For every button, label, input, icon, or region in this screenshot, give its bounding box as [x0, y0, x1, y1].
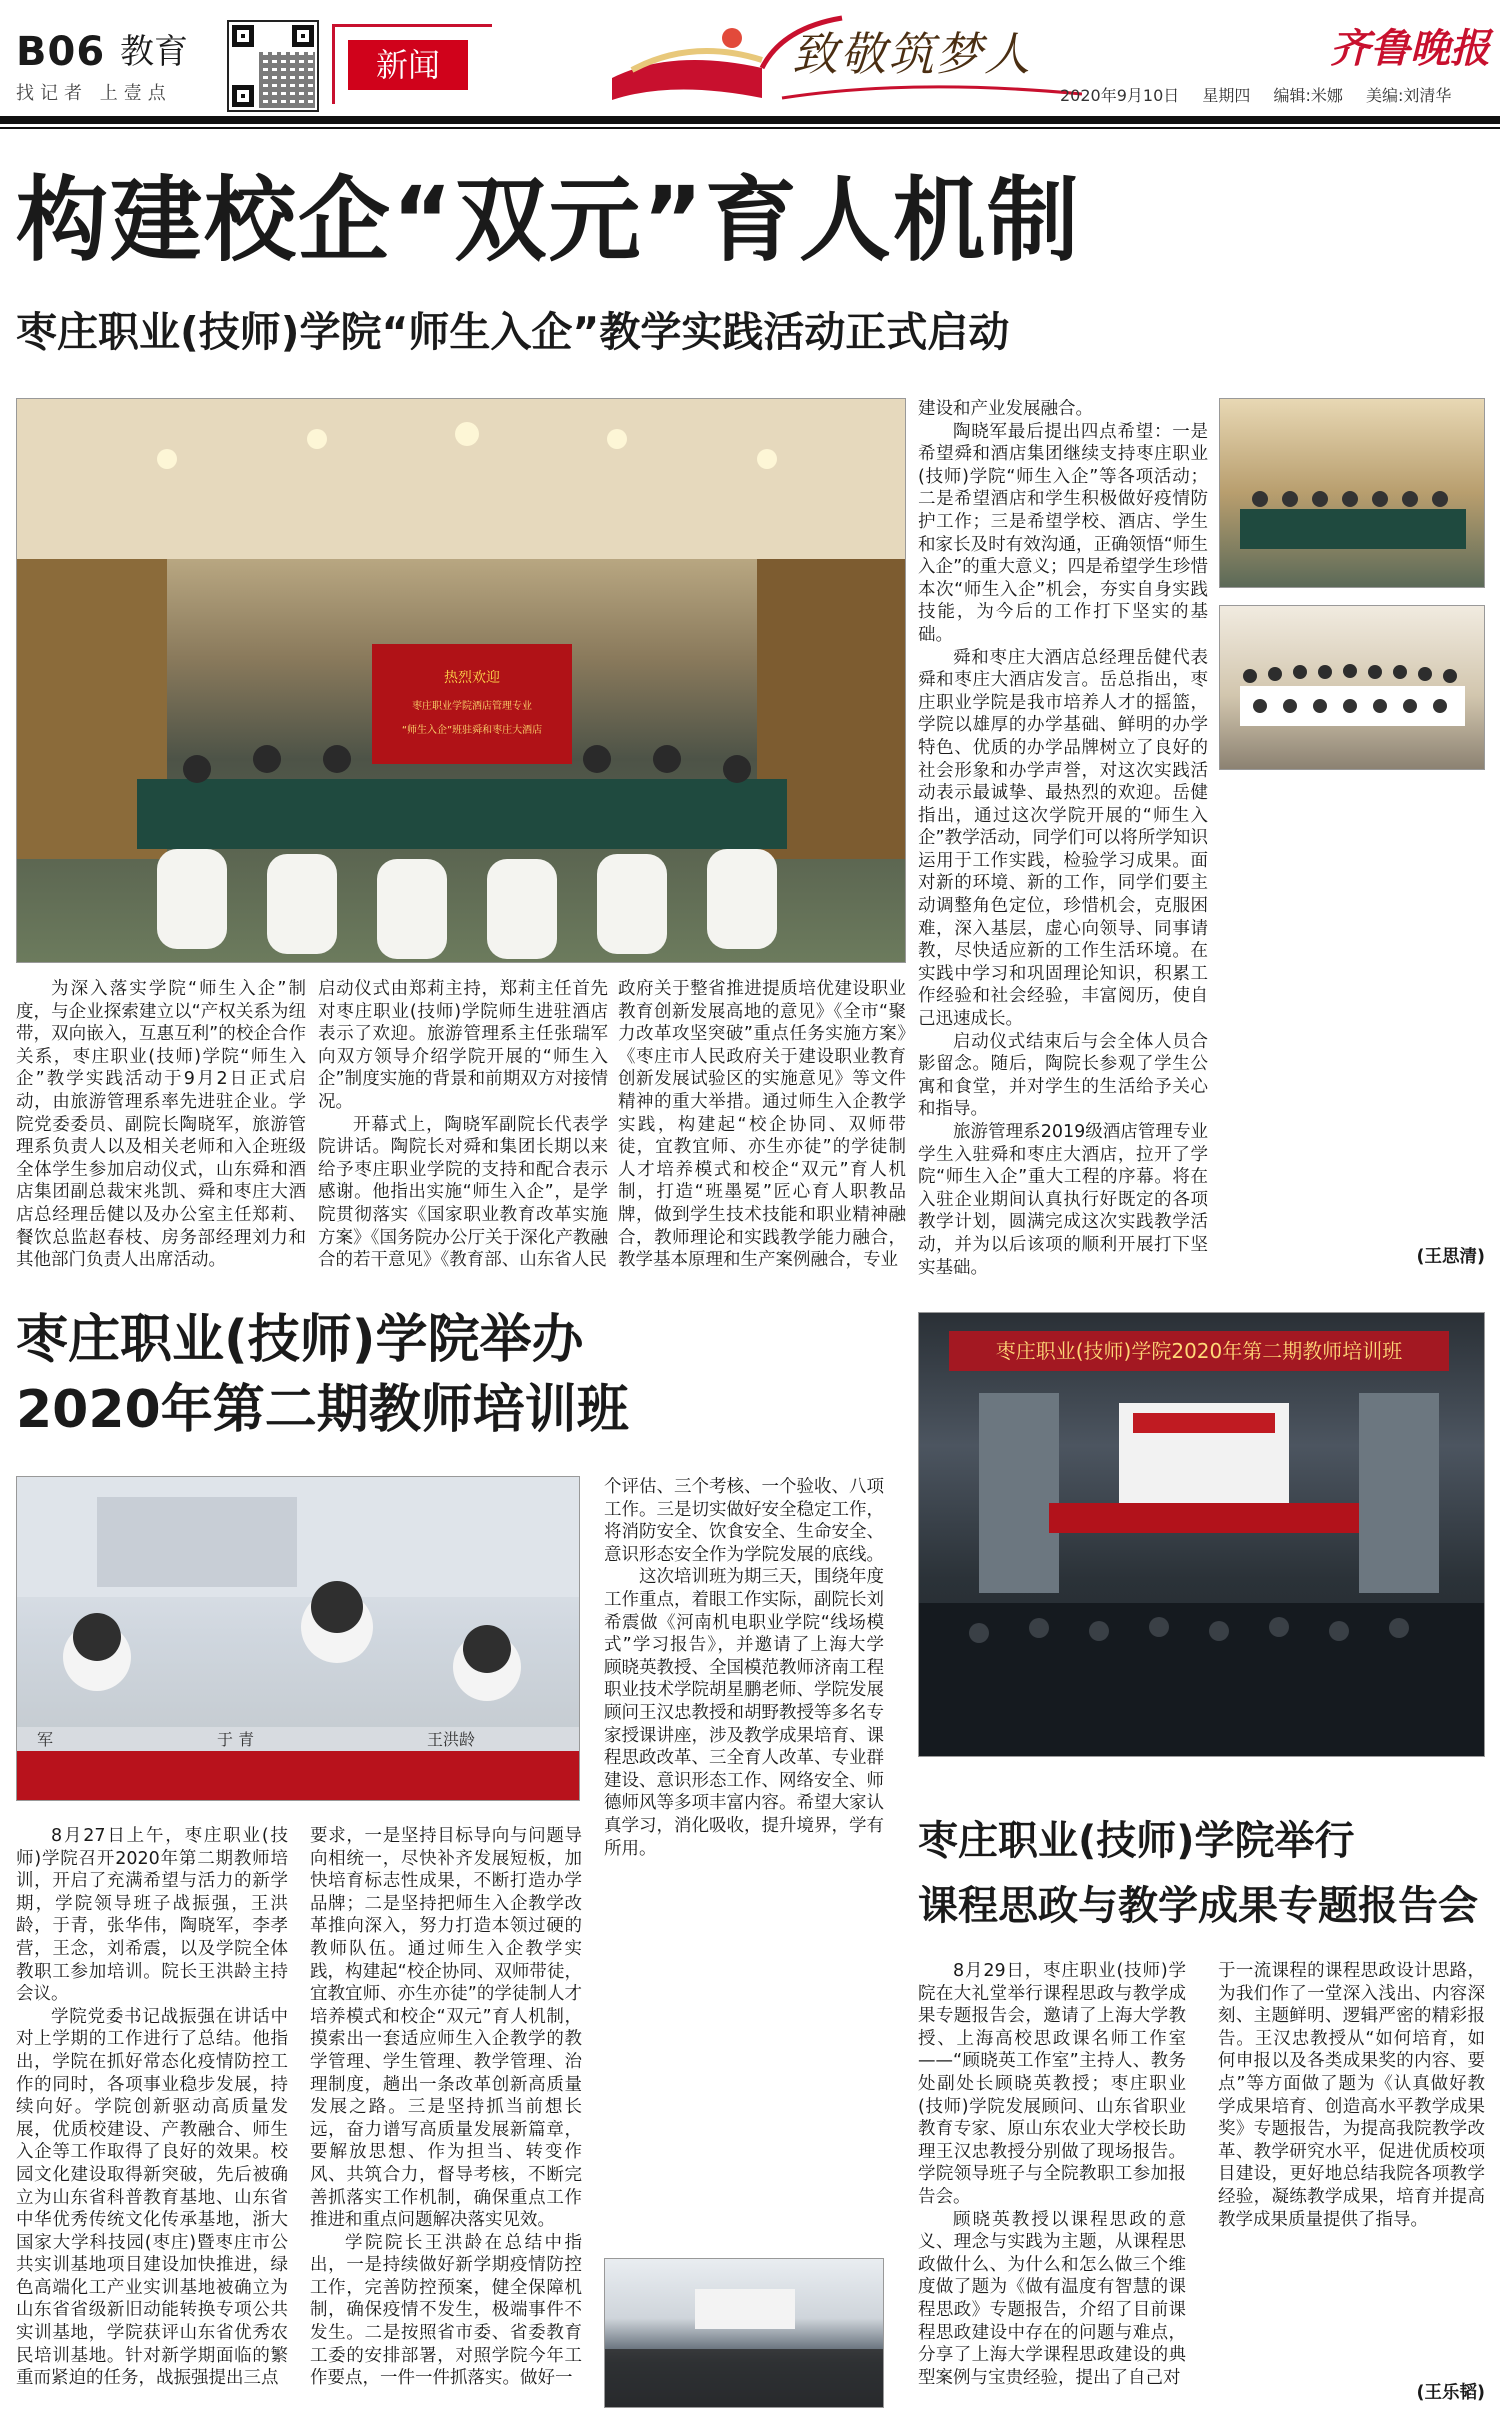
nameplate-1: 军	[37, 1730, 54, 1749]
article2-column-1	[16, 1825, 288, 2405]
paragraph: 学院院长王洪龄在总结中指出，一是持续做好新学期疫情防控工作，完善防控预案，健全保障机制，确保疫情不发生，极端事件不发生。二是按照省市委、省委教育工委的安排部署，对照学院今年工作要点，一件一件抓落实。做好一	[310, 2232, 582, 2389]
article2-column-3	[604, 1476, 884, 2246]
paragraph: 学院党委书记战振强在讲话中对上学期的工作进行了总结。他指出，学院在抓好常态化疫情防控工作的同时，各项事业稳步发展，持续向好。学院创新驱动高质量发展，优质校建设、产教融合、师生入企等工作取得了良好的效果。校园文化建设取得新突破，先后被确立为山东省科普教育基地、山东省中华优秀传统文化传承基地，浙大国家大学科技园(枣庄)暨枣庄市公共实训基地项目建设加快推进，绿色高端化工产业实训基地被确立为山东省省级新旧动能转换专项公共实训基地，学院获评山东省优秀农民培训基地。针对新学期面临的繁重而紧迫的任务，战振强提出三点	[16, 2006, 288, 2389]
paragraph: 为深入落实学院“师生入企”制度，与企业探索建立以“产权关系为纽带，双向嵌入，互惠互利”的校企合作关系，枣庄职业(技师)学院“师生入企”教学实践活动于9月2日正式启动，由旅游管理系率先进驻企业。学院党委委员、副院长陶晓军，旅游管理系负责人以及相关老师和入企班级全体学生参加启动仪式，山东舜和酒店集团副总裁宋兆凯、舜和枣庄大酒店总经理岳健以及办公室主任郑莉、餐饮总监赵春枝、房务部经理刘力和其他部门负责人出席活动。	[16, 979, 306, 1271]
article2-auditorium-photo	[918, 1312, 1485, 1757]
section-name: 教育	[120, 32, 188, 72]
article1-column-3	[618, 978, 906, 1280]
article3-column-2	[1218, 1960, 1485, 2380]
article1-main-photo	[16, 398, 906, 963]
qr-code-icon[interactable]	[227, 20, 319, 112]
article1-byline: (王思清)	[1416, 1247, 1485, 1267]
paragraph: 旅游管理系2019级酒店管理专业学生入驻舜和枣庄大酒店，拉开了学院“师生入企”重大工程的序幕。将在入驻企业期间认真执行好既定的各项教学计划，圆满完成这次实践教学活动，并为以后该项的顺利开展打下坚实基础。	[918, 1122, 1208, 1278]
editor: 编辑:米娜	[1273, 86, 1343, 105]
header-rule-thin	[0, 127, 1500, 129]
article1-headline: 构建校企“双元”育人机制	[16, 167, 1081, 274]
paragraph: 8月27日上午，枣庄职业(技师)学院召开2020年第二期教师培训，开启了充满希望与活力的新学期，学院领导班子战振强，王洪龄，于青，张华伟，陶晓军，李孝营，王念，刘希震，以及学院全体教职工参加培训。院长王洪龄主持会议。	[16, 1826, 288, 2005]
section-motto: 找记者 上壹点	[16, 83, 172, 104]
article1-column-1	[16, 978, 306, 1280]
issue-date: 2020年9月10日	[1060, 86, 1180, 105]
auditorium-banner: 枣庄职业(技师)学院2020年第二期教师培训班	[995, 1339, 1403, 1363]
banner-slogan: 致敬筑梦人	[792, 27, 1032, 81]
article1-column-4	[918, 398, 1208, 1280]
paragraph: 这次培训班为期三天，围绕年度工作重点，着眼工作实际，副院长刘希震做《河南机电职业学院“线场模式”学习报告》，并邀请了上海大学顾晓英教授、全国模范教师济南工程职业技术学院胡星鹏老师、学院发展顾问王汉忠教授和胡野教授等多名专家授课讲座，涉及教学成果培育、课程思政改革、三全育人改革、专业群建设、意识形态工作、网络安全、师德师风等多项丰富内容。希望大家认真学习，消化吸收，提升境界，学有所用。	[604, 1567, 884, 1859]
paragraph: 开幕式上，陶晓军副院长代表学院讲话。陶院长对舜和集团长期以来给予枣庄职业学院的支持和配合表示感谢。他指出实施“师生入企”，是学院贯彻落实《国家职业教育改革实施方案》《国务院办公厅关于深化产教融合的若干意见》《教育部、山东省人民	[318, 1114, 608, 1271]
paragraph: 于一流课程的课程思政设计思路，为我们作了一堂深入浅出、内容深刻、主题鲜明、逻辑严密的精彩报告。王汉忠教授从“如何培育，如何申报以及各类成果奖的内容、要点”等方面做了题为《认真做好教学成果培育、创造高水平教学成果奖》专题报告，为提高我院教学改革、教学研究水平，促进优质校项目建设，更好地总结我院各项教学经验，凝练教学成果，培育并提高教学成果质量提供了指导。	[1218, 1961, 1485, 2230]
article3-headline-line2: 课程思政与教学成果专题报告会	[918, 1883, 1478, 1929]
paragraph: 顾晓英教授以课程思政的意义、理念与实践为主题，从课程思政做什么、为什么和怎么做三个维度做了题为《做有温度有智慧的课程思政》专题报告，介绍了目前课程思政建设中存在的问题与难点，分享了上海大学课程思政建设的典型案例与宝贵经验，提出了自己对	[918, 2209, 1186, 2388]
paragraph: 启动仪式由郑莉主持，郑莉主任首先对枣庄职业(技师)学院师生进驻酒店表示了欢迎。旅游管理系主任张瑞军向双方领导介绍学院开展的“师生入企”制度实施的背景和前期双方对接情况。	[318, 979, 608, 1112]
screen-line-1: 热烈欢迎	[444, 670, 500, 686]
nameplate-2: 于 青	[217, 1730, 255, 1749]
paragraph: 建设和产业发展融合。	[918, 399, 1093, 419]
article3-headline-line1: 枣庄职业(技师)学院举行	[918, 1818, 1355, 1864]
article2-headline-line1: 枣庄职业(技师)学院举办	[16, 1310, 584, 1370]
paragraph: 要求，一是坚持目标导向与问题导向相统一，尽快补齐发展短板，加快培育标志性成果，不断打造办学品牌；二是坚持把师生入企教学改革推向深入，努力打造本领过硬的教师队伍。通过师生入企教学实践，构建起“校企协同、双师带徒，宜教宜师、亦生亦徒”的学徒制人才培养模式和校企“双元”育人机制，摸索出一套适应师生入企教学的教学管理、学生管理、教学管理、治理制度，趟出一条改革创新高质量发展之路。三是坚持抓当前想长远，奋力谱写高质量发展新篇章，要解放思想、作为担当、转变作风、共筑合力，督导考核，不断完善抓落实工作机制，确保重点工作推进和重点问题解决落实见效。	[310, 1826, 582, 2231]
article1-group-photo	[1219, 605, 1485, 770]
article1-classroom-photo	[1219, 398, 1485, 588]
article3-byline: (王乐韬)	[1416, 2383, 1485, 2403]
news-tag: 新闻	[348, 40, 468, 90]
article2-headline-line2: 2020年第二期教师培训班	[16, 1380, 629, 1440]
issue-weekday: 星期四	[1202, 86, 1251, 105]
article1-column-2	[318, 978, 608, 1280]
dateline	[1060, 86, 1469, 106]
paragraph: 个评估、三个考核、一个验收、八项工作。三是切实做好安全稳定工作，将消防安全、饮食安全、生命安全、意识形态安全作为学院发展的底线。	[604, 1477, 884, 1565]
screen-line-3: “师生入企”班驻舜和枣庄大酒店	[401, 725, 543, 736]
article2-panel-photo	[16, 1476, 580, 1801]
paragraph: 8月29日，枣庄职业(技师)学院在大礼堂举行课程思政与教学成果专题报告会，邀请了上海大学教授、上海高校思政课名师工作室——“顾晓英工作室”主持人、教务处副处长顾晓英教授；枣庄职业(技师)学院发展顾问、山东省职业教育专家、原山东农业大学校长助理王汉忠教授分别做了现场报告。学院领导班子与全院教职工参加报告会。	[918, 1961, 1186, 2207]
article1-column-5	[1219, 790, 1485, 1254]
masthead-logo: 齐鲁晚报	[1330, 25, 1490, 72]
designer: 美编:刘清华	[1365, 86, 1452, 105]
screen-line-2: 枣庄职业学院酒店管理专业	[412, 701, 532, 712]
page-number: B06	[16, 29, 106, 75]
article3-column-1	[918, 1960, 1186, 2406]
nameplate-3: 王洪龄	[427, 1730, 476, 1749]
header-rule	[0, 116, 1500, 124]
article2-auditorium-photo-small	[604, 2258, 884, 2408]
paragraph: 启动仪式结束后与会全体人员合影留念。随后，陶院长参观了学生公寓和食堂，并对学生的生活给予关心和指导。	[918, 1031, 1208, 1120]
paragraph: 舜和枣庄大酒店总经理岳健代表舜和枣庄大酒店发言。岳总指出，枣庄职业学院是我市培养人才的摇篮，学院以雄厚的办学基础、鲜明的办学特色、优质的办学品牌树立了良好的社会形象和办学声誉，对这次实践活动表示最诚挚、最热烈的欢迎。岳健指出，通过这次学院开展的“师生入企”教学活动，同学们可以将所学知识运用于工作实践，检验学习成果。面对新的环境、新的工作，同学们要主动调整角色定位，珍惜机会，克服困难，深入基层，虚心向领导、同事请教，尽快适应新的工作生活环境。在实践中学习和巩固理论知识，积累工作经验和社会经验，丰富阅历，使自己迅速成长。	[918, 647, 1208, 1030]
paragraph: 政府关于整省推进提质培优建设职业教育创新发展高地的意见》《全市“聚力改革攻坚突破”重点任务实施方案》《枣庄市人民政府关于建设职业教育创新发展试验区的实施意见》等文件精神的重大举措。通过师生入企教学实践，构建起“校企协同、双师带徒，宜教宜师、亦生亦徒”的学徒制人才培养模式和校企“双元”育人机制，打造“班墨冕”匠心育人职教品牌，做到学生技术技能和职业精神融合，教师理论和实践教学能力融合，教学基本原理和生产案例融合，专业	[618, 979, 906, 1271]
article2-column-2	[310, 1825, 582, 2405]
article1-subheadline: 枣庄职业(技师)学院“师生入企”教学实践活动正式启动	[16, 308, 1010, 356]
paragraph: 陶晓军最后提出四点希望：一是希望舜和酒店集团继续支持枣庄职业(技师)学院“师生入企”等各项活动；二是希望酒店和学生积极做好疫情防护工作；三是希望学校、酒店、学生和家长及时有效沟通，正确领悟“师生入企”的重大意义；四是希望学生珍惜本次“师生入企”机会，夯实自身实践技能，为今后的工作打下坚实的基础。	[918, 421, 1208, 645]
